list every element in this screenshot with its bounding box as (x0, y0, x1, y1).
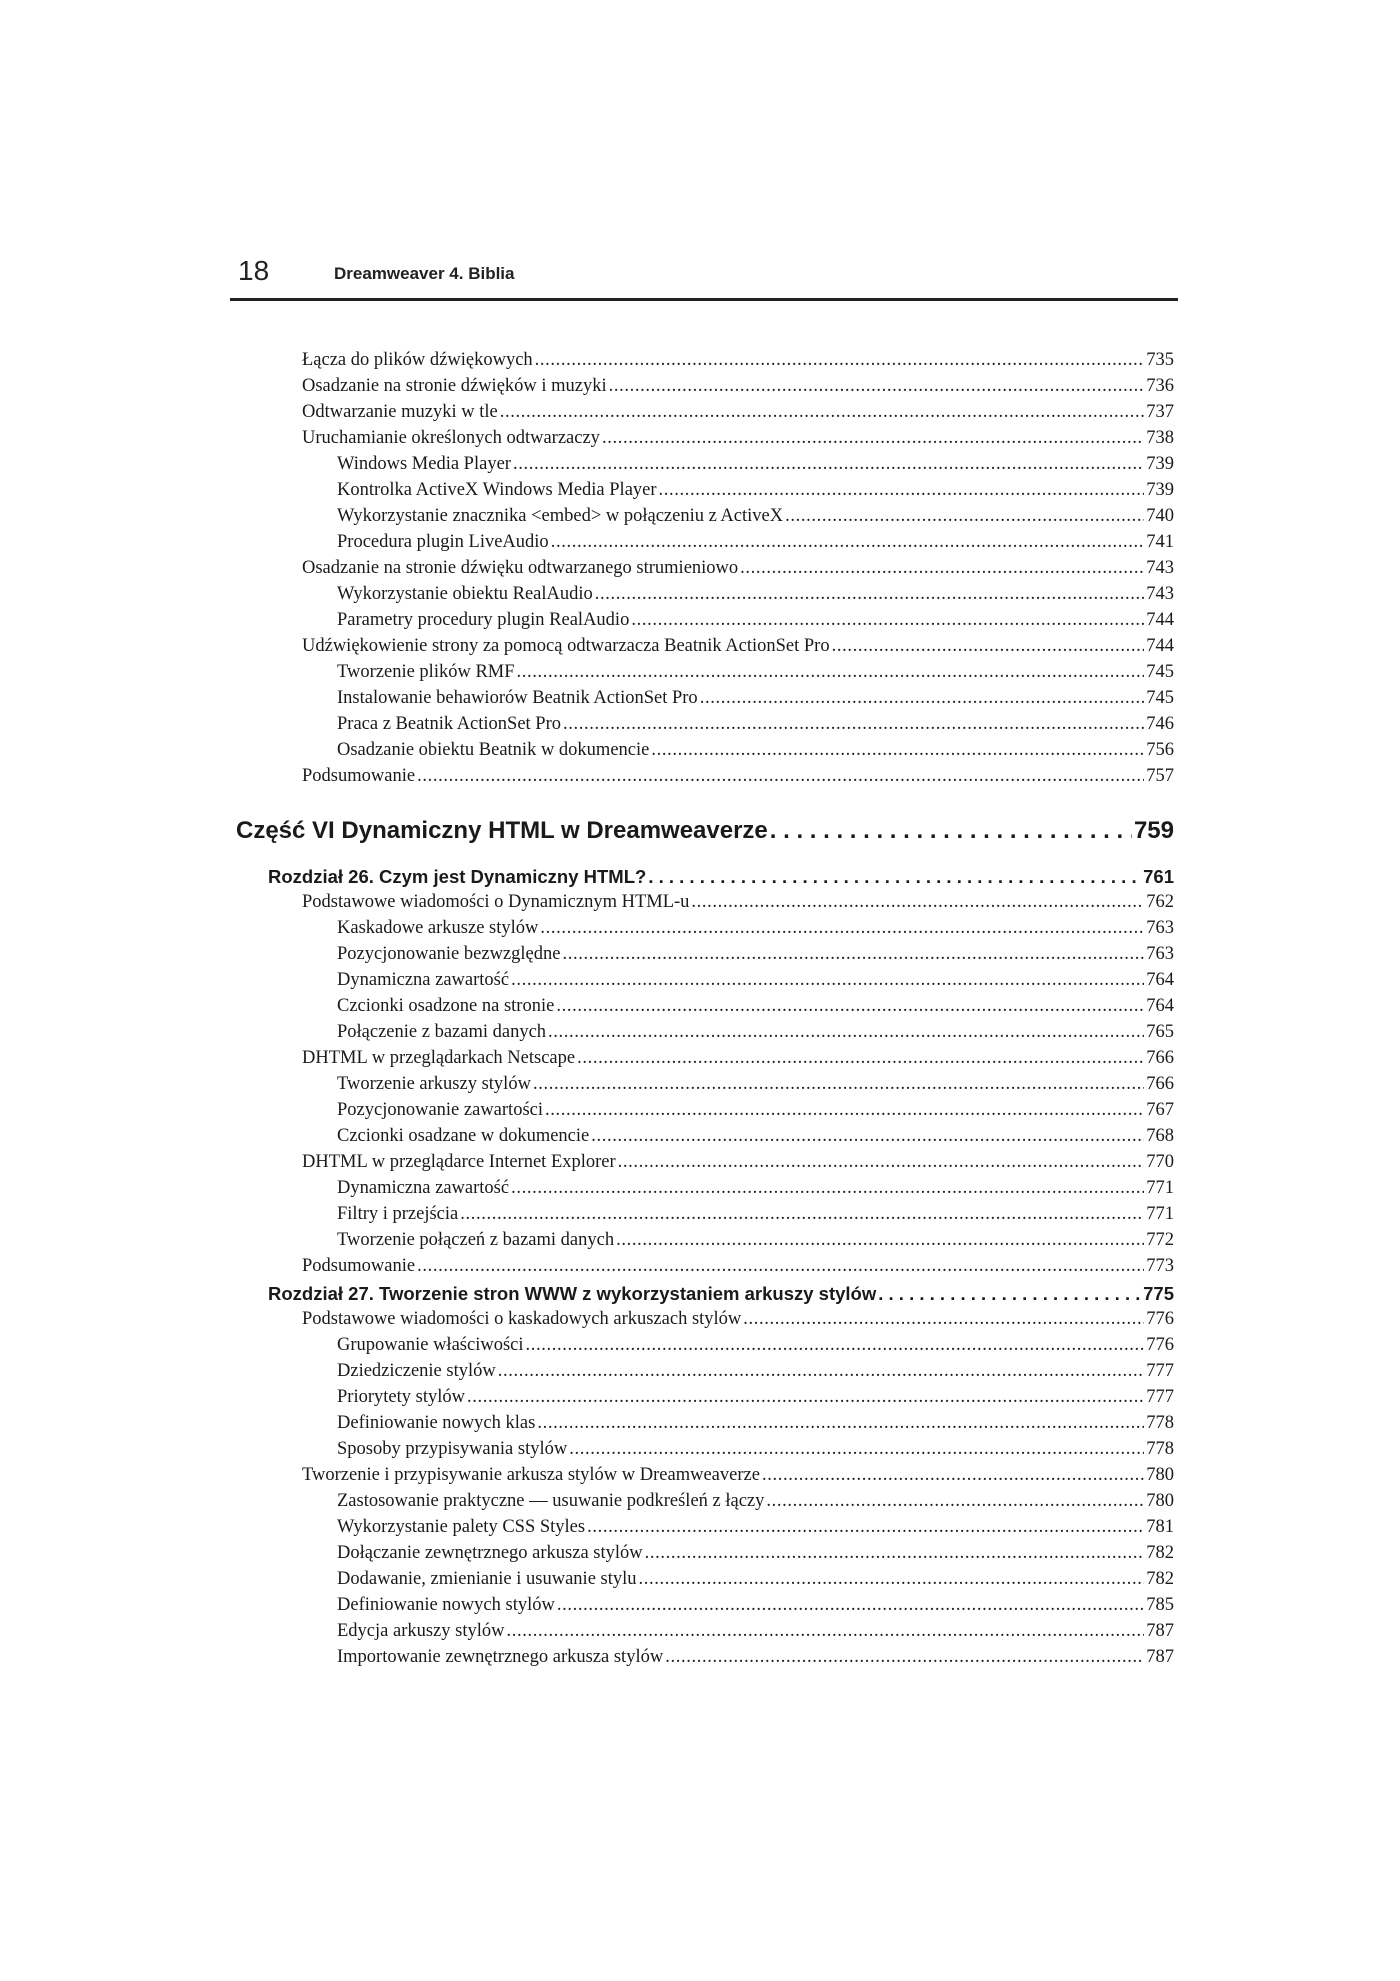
dot-leader (618, 1149, 1145, 1175)
dot-leader (540, 915, 1144, 941)
toc-entry (337, 451, 1174, 477)
toc-page-number: 737 (1146, 402, 1174, 422)
toc-entry (337, 1514, 1174, 1540)
toc-entry (337, 1019, 1174, 1045)
dot-leader (460, 1201, 1144, 1227)
toc-entry (302, 1253, 1174, 1279)
toc-page-number: 743 (1146, 584, 1174, 604)
dot-leader (665, 1644, 1144, 1670)
toc-entry-title: Podstawowe wiadomości o kaskadowych arkuszach stylów (302, 1309, 742, 1329)
toc-page-number: 738 (1146, 428, 1174, 448)
toc-page-number: 770 (1146, 1152, 1174, 1172)
toc-entry-title: Pozycjonowanie zawartości (337, 1100, 543, 1120)
toc-entry (337, 1618, 1174, 1644)
toc-entry (337, 503, 1174, 529)
toc-entry (302, 399, 1174, 425)
toc-entry-title: Część VI Dynamiczny HTML w Dreamweaverze (236, 817, 768, 844)
toc-entry (337, 1201, 1174, 1227)
toc-entry (302, 425, 1174, 451)
toc-page-number: 764 (1146, 970, 1174, 990)
dot-leader (535, 347, 1145, 373)
dot-leader (577, 1045, 1144, 1071)
dot-leader (762, 1462, 1144, 1488)
toc-entry (337, 477, 1174, 503)
toc-entry-title: Dodawanie, zmienianie i usuwanie stylu (337, 1569, 637, 1589)
toc-entry-title: Wykorzystanie palety CSS Styles (337, 1517, 586, 1537)
toc-page-number: 787 (1146, 1647, 1174, 1667)
dot-leader (417, 1253, 1144, 1279)
dot-leader (832, 633, 1145, 659)
dot-leader (526, 1332, 1145, 1358)
toc-page-number: 757 (1146, 766, 1174, 786)
toc-entry (337, 1175, 1174, 1201)
toc-entry (337, 1123, 1174, 1149)
toc-entry (337, 1488, 1174, 1514)
dot-leader (785, 503, 1144, 529)
toc-entry-title: Uruchamianie określonych odtwarzaczy (302, 428, 600, 448)
toc-page-number: 780 (1146, 1491, 1174, 1511)
dot-leader (878, 1280, 1141, 1308)
toc-page-number: 777 (1146, 1361, 1174, 1381)
toc-page-number: 777 (1146, 1387, 1174, 1407)
toc-entry (302, 633, 1174, 659)
toc-entry-title: Sposoby przypisywania stylów (337, 1439, 568, 1459)
toc-page-number: 745 (1146, 662, 1174, 682)
toc-entry-title: Osadzanie na stronie dźwięków i muzyki (302, 376, 607, 396)
toc-entry-title: Kaskadowe arkusze stylów (337, 918, 539, 938)
toc-entry-title: Czcionki osadzane w dokumencie (337, 1126, 590, 1146)
dot-leader (595, 581, 1144, 607)
dot-leader (537, 1410, 1144, 1436)
dot-leader (562, 941, 1144, 967)
toc-entry-title: Priorytety stylów (337, 1387, 465, 1407)
toc-entry (302, 889, 1174, 915)
toc-page-number: 740 (1146, 506, 1174, 526)
dot-leader (513, 451, 1144, 477)
toc-page-number: 787 (1146, 1621, 1174, 1641)
toc-entry-title: Dynamiczna zawartość (337, 1178, 510, 1198)
toc-page-number: 778 (1146, 1439, 1174, 1459)
toc-entry-title: Połączenie z bazami danych (337, 1022, 547, 1042)
dot-leader (645, 1540, 1145, 1566)
dot-leader (651, 737, 1144, 763)
toc-entry-title: Tworzenie i przypisywanie arkusza stylów w Dreamweaverze (302, 1465, 760, 1485)
dot-leader (563, 711, 1144, 737)
toc-entry-title: Importowanie zewnętrznego arkusza stylów (337, 1647, 664, 1667)
toc-page-number: 772 (1146, 1230, 1174, 1250)
toc-entry (302, 1045, 1174, 1071)
toc-entry-title: Zastosowanie praktyczne — usuwanie podkreśleń z łączy (337, 1491, 765, 1511)
toc-entry (337, 1097, 1174, 1123)
toc-page-number: 763 (1146, 918, 1174, 938)
toc-entry-title: Tworzenie arkuszy stylów (337, 1074, 531, 1094)
dot-leader (691, 889, 1144, 915)
toc-entry-title: Wykorzystanie znacznika <embed> w połączeniu z ActiveX (337, 506, 784, 526)
dot-leader (511, 967, 1144, 993)
toc-entry (302, 1462, 1174, 1488)
toc-entry-title: DHTML w przeglądarce Internet Explorer (302, 1152, 616, 1172)
toc-entry (337, 1410, 1174, 1436)
toc-entry-title: Pozycjonowanie bezwzględne (337, 944, 561, 964)
toc-entry-title: Osadzanie obiektu Beatnik w dokumencie (337, 740, 650, 760)
toc-page-number: 762 (1146, 892, 1174, 912)
toc-entry (337, 993, 1174, 1019)
dot-leader (417, 763, 1144, 789)
dot-leader (500, 399, 1145, 425)
toc-entry-title: Odtwarzanie muzyki w tle (302, 402, 498, 422)
toc-page-number: 741 (1146, 532, 1174, 552)
toc-entry (337, 659, 1174, 685)
toc-entry (337, 1436, 1174, 1462)
dot-leader (743, 1306, 1144, 1332)
toc-entry (337, 1071, 1174, 1097)
toc-entry (337, 711, 1174, 737)
toc-page-number: 736 (1146, 376, 1174, 396)
toc-entry (337, 1227, 1174, 1253)
dot-leader (548, 1019, 1144, 1045)
dot-leader (740, 555, 1144, 581)
toc-entry-title: Rozdział 27. Tworzenie stron WWW z wykorzystaniem arkuszy stylów (268, 1283, 877, 1304)
toc-page-number: 745 (1146, 688, 1174, 708)
toc-page-number: 768 (1146, 1126, 1174, 1146)
toc-page-number: 771 (1146, 1204, 1174, 1224)
toc-entry-title: Definiowanie nowych klas (337, 1413, 536, 1433)
toc-entry (337, 607, 1174, 633)
toc-entry-title: Dziedziczenie stylów (337, 1361, 496, 1381)
toc-page-number: 765 (1146, 1022, 1174, 1042)
dot-leader (591, 1123, 1144, 1149)
toc-page-number: 782 (1146, 1543, 1174, 1563)
dot-leader (507, 1618, 1145, 1644)
toc-page-number: 773 (1146, 1256, 1174, 1276)
dot-leader (517, 659, 1145, 685)
toc-page-number: 780 (1146, 1465, 1174, 1485)
toc-entry-title: Łącza do plików dźwiękowych (302, 350, 533, 370)
toc-entry (337, 1358, 1174, 1384)
toc-entry (302, 1306, 1174, 1332)
toc-page-number: 778 (1146, 1413, 1174, 1433)
toc-page-number: 735 (1146, 350, 1174, 370)
toc-entry-title: Czcionki osadzone na stronie (337, 996, 555, 1016)
toc-entry-title: Dołączanie zewnętrznego arkusza stylów (337, 1543, 643, 1563)
toc-entry (337, 685, 1174, 711)
toc-entry (302, 763, 1174, 789)
dot-leader (467, 1384, 1144, 1410)
dot-leader (659, 477, 1145, 503)
toc-page-number: 764 (1146, 996, 1174, 1016)
toc-page-number: 759 (1133, 817, 1174, 844)
dot-leader (602, 425, 1144, 451)
dot-leader (770, 814, 1132, 848)
toc-page-number: 776 (1146, 1335, 1174, 1355)
page-number: 18 (238, 255, 270, 286)
toc-page-number: 776 (1146, 1309, 1174, 1329)
toc-entry-title: Kontrolka ActiveX Windows Media Player (337, 480, 657, 500)
toc-entry (337, 915, 1174, 941)
toc-entry (337, 581, 1174, 607)
dot-leader (609, 373, 1145, 399)
toc-page-number: 763 (1146, 944, 1174, 964)
dot-leader (545, 1097, 1144, 1123)
toc-page-number: 766 (1146, 1074, 1174, 1094)
toc-entry (337, 1332, 1174, 1358)
toc-entry-title: Tworzenie plików RMF (337, 662, 515, 682)
toc-chapter (268, 1280, 1174, 1308)
toc-page-number: 782 (1146, 1569, 1174, 1589)
dot-leader (631, 607, 1144, 633)
toc-entry (302, 1149, 1174, 1175)
toc-entry (337, 1566, 1174, 1592)
toc-entry-title: Dynamiczna zawartość (337, 970, 510, 990)
toc-entry (337, 1644, 1174, 1670)
toc-page-number: 761 (1143, 866, 1174, 887)
toc-part (236, 814, 1174, 848)
toc-entry-title: Tworzenie połączeń z bazami danych (337, 1230, 615, 1250)
toc-entry (302, 555, 1174, 581)
toc-page-number: 744 (1146, 610, 1174, 630)
toc-page-number: 739 (1146, 480, 1174, 500)
toc-entry-title: Osadzanie na stronie dźwięku odtwarzanego strumieniowo (302, 558, 739, 578)
toc-entry-title: Udźwiękowienie strony za pomocą odtwarzacza Beatnik ActionSet Pro (302, 636, 830, 656)
dot-leader (616, 1227, 1144, 1253)
toc-page-number: 781 (1146, 1517, 1174, 1537)
toc-entry-title: Windows Media Player (337, 454, 511, 474)
dot-leader (648, 863, 1141, 891)
dot-leader (587, 1514, 1144, 1540)
toc-page-number: 775 (1143, 1283, 1174, 1304)
toc-page-number: 771 (1146, 1178, 1174, 1198)
toc-entry (337, 1384, 1174, 1410)
dot-leader (498, 1358, 1145, 1384)
toc-entry-title: Procedura plugin LiveAudio (337, 532, 549, 552)
dot-leader (551, 529, 1145, 555)
toc-chapter (268, 863, 1174, 891)
toc-entry (337, 967, 1174, 993)
toc-entry-title: Edycja arkuszy stylów (337, 1621, 505, 1641)
toc-page-number: 739 (1146, 454, 1174, 474)
toc-entry-title: Podsumowanie (302, 766, 416, 786)
toc-entry-title: Instalowanie behawiorów Beatnik ActionSet Pro (337, 688, 698, 708)
toc-entry-title: Praca z Beatnik ActionSet Pro (337, 714, 562, 734)
toc-entry (302, 373, 1174, 399)
toc-entry (337, 1540, 1174, 1566)
dot-leader (511, 1175, 1144, 1201)
toc-entry-title: Definiowanie nowych stylów (337, 1595, 555, 1615)
toc-entry-title: Parametry procedury plugin RealAudio (337, 610, 630, 630)
dot-leader (556, 993, 1144, 1019)
toc-entry (337, 941, 1174, 967)
toc-entry-title: Grupowanie właściwości (337, 1335, 524, 1355)
dot-leader (766, 1488, 1144, 1514)
toc-entry-title: Podstawowe wiadomości o Dynamicznym HTML-u (302, 892, 690, 912)
toc-page-number: 785 (1146, 1595, 1174, 1615)
dot-leader (569, 1436, 1144, 1462)
toc-entry (302, 347, 1174, 373)
toc-page-number: 746 (1146, 714, 1174, 734)
toc-entry-title: Rozdział 26. Czym jest Dynamiczny HTML? (268, 866, 647, 887)
toc-entry-title: Podsumowanie (302, 1256, 416, 1276)
toc-entry-title: DHTML w przeglądarkach Netscape (302, 1048, 576, 1068)
toc-page-number: 766 (1146, 1048, 1174, 1068)
toc-page-number: 743 (1146, 558, 1174, 578)
toc-page-number: 767 (1146, 1100, 1174, 1120)
toc-entry-title: Wykorzystanie obiektu RealAudio (337, 584, 593, 604)
dot-leader (557, 1592, 1144, 1618)
dot-leader (700, 685, 1145, 711)
book-title: Dreamweaver 4. Biblia (334, 264, 515, 283)
dot-leader (639, 1566, 1145, 1592)
toc-entry (337, 1592, 1174, 1618)
toc-entry (337, 737, 1174, 763)
toc-entry-title: Filtry i przejścia (337, 1204, 459, 1224)
dot-leader (533, 1071, 1144, 1097)
toc-page-number: 744 (1146, 636, 1174, 656)
toc-page-number: 756 (1146, 740, 1174, 760)
toc-entry (337, 529, 1174, 555)
